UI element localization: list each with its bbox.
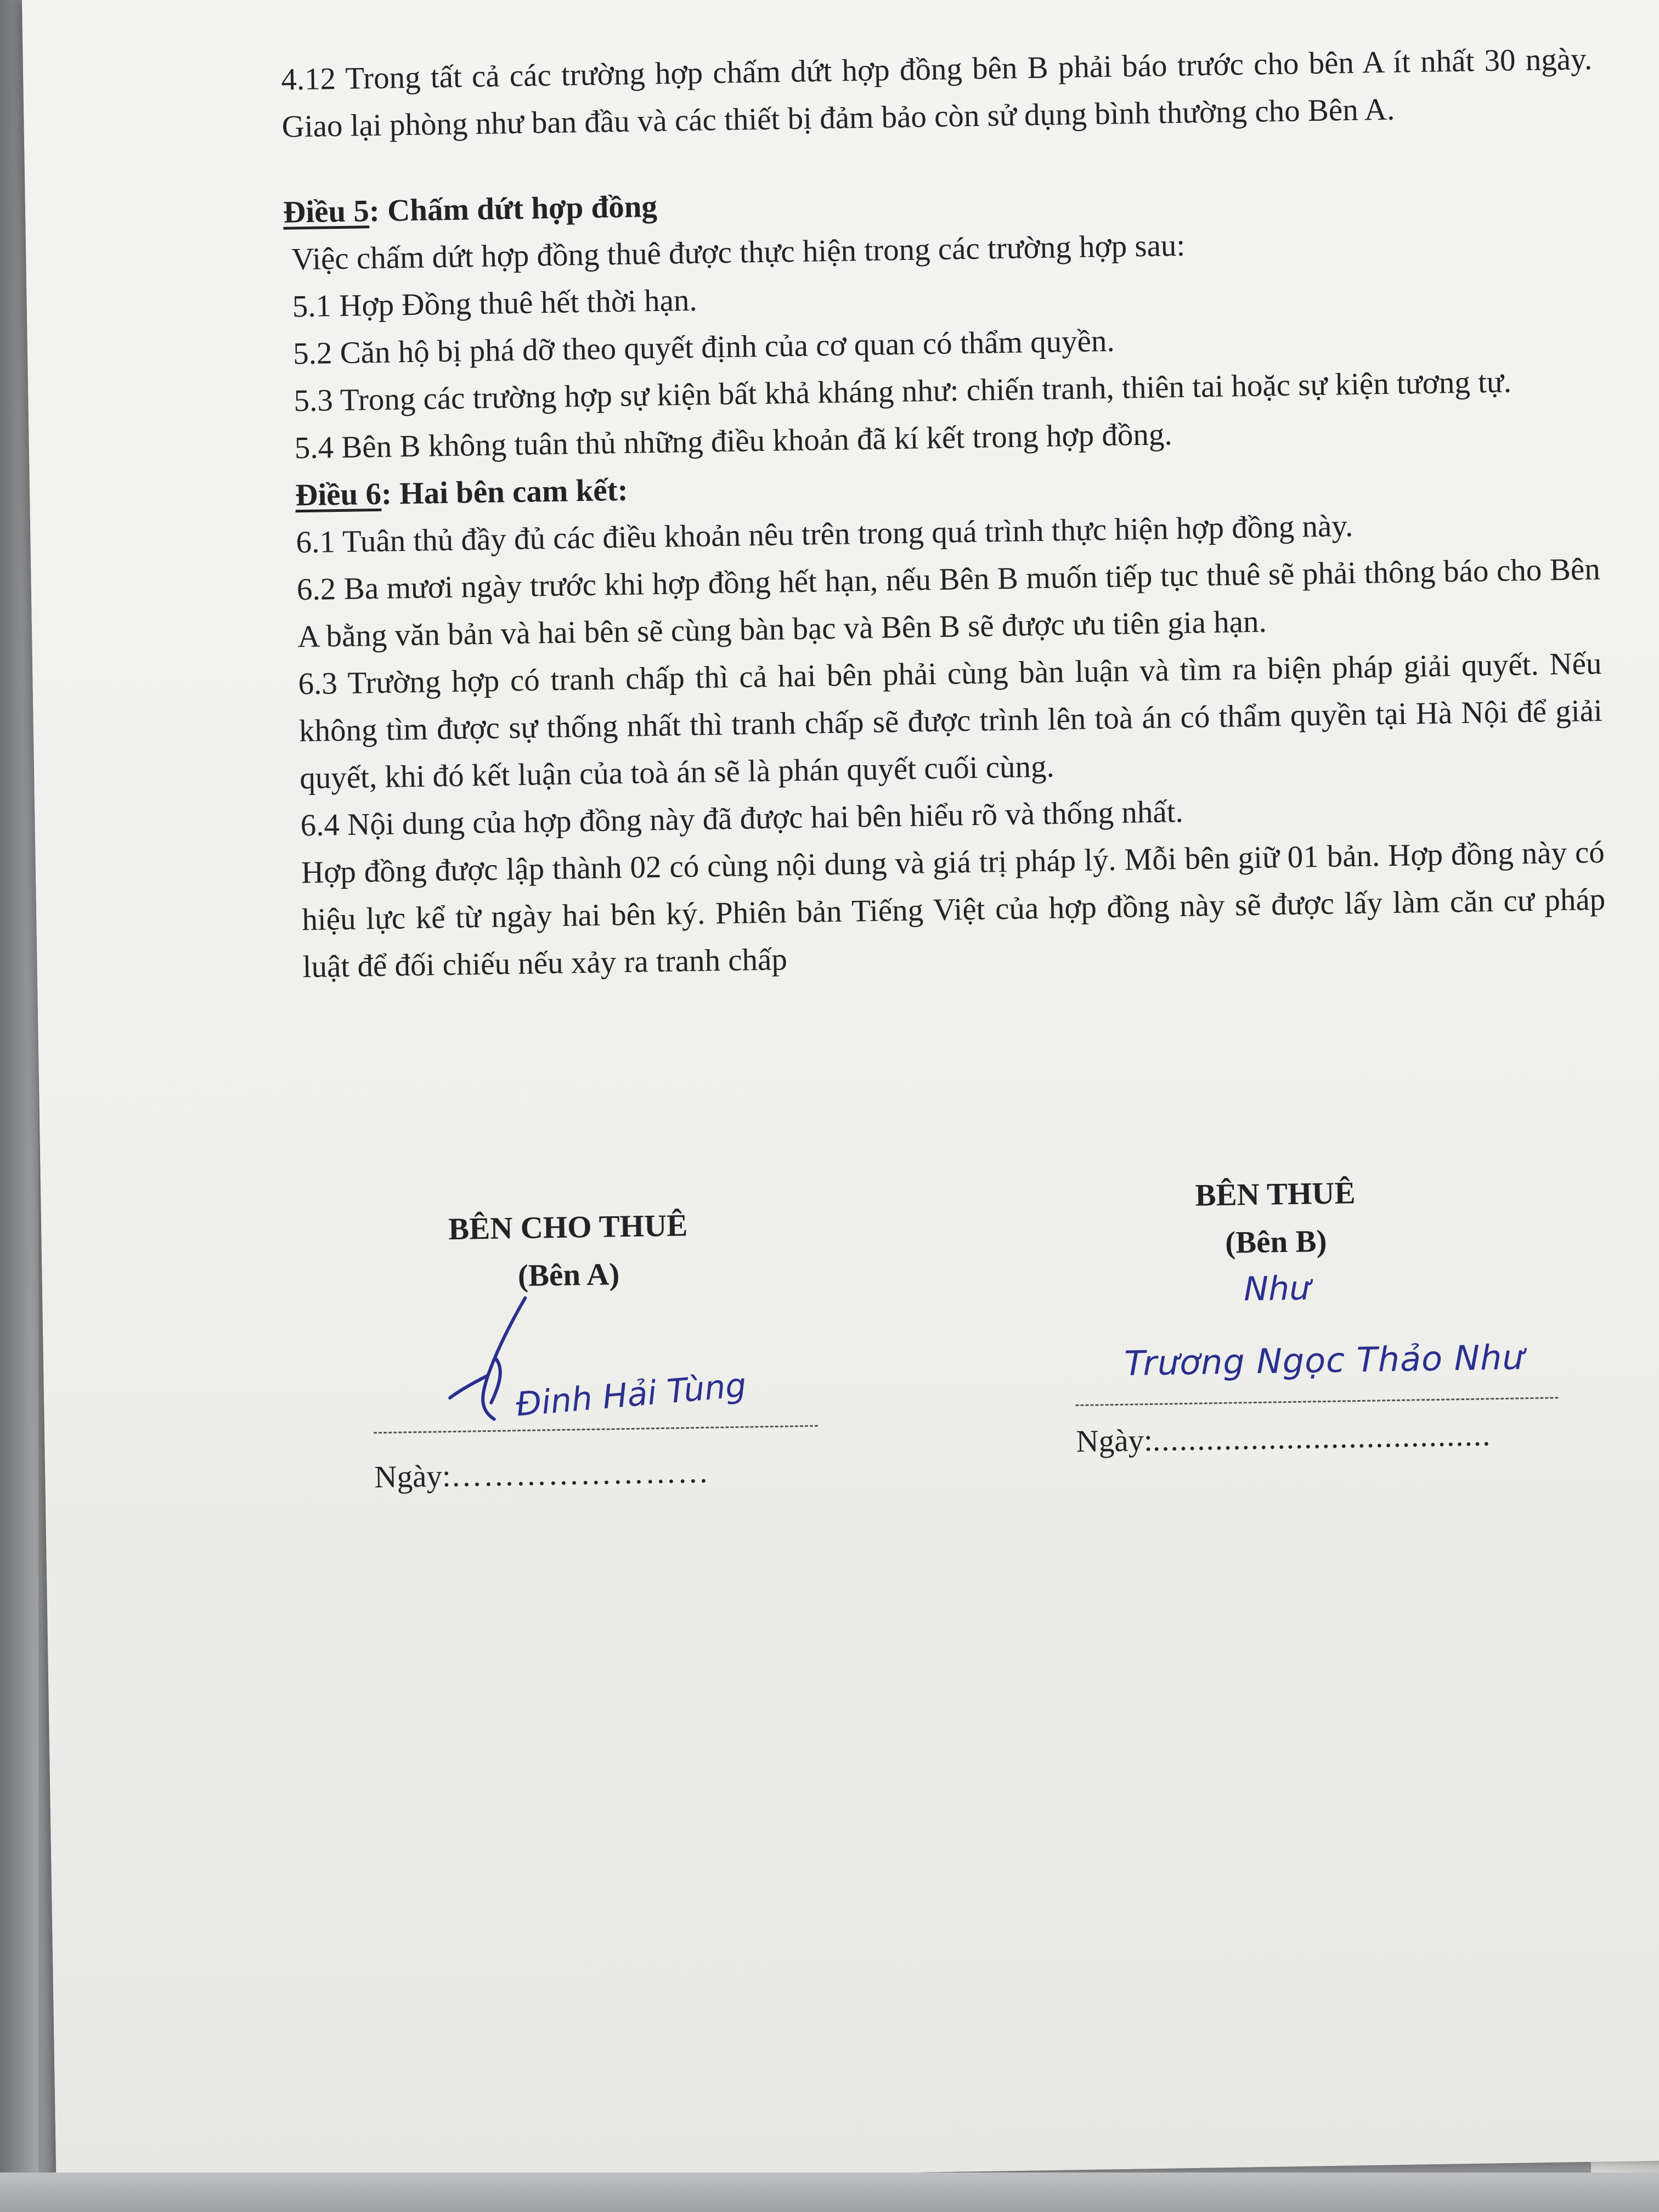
clause-5-4: 5.4 Bên B không tuân thủ những điều khoản đã kí kết trong hợp đồng. (294, 417, 1173, 466)
party-a-date-label: Ngày: (374, 1459, 452, 1495)
article-5-intro: Việc chấm dứt hợp đồng thuê được thực hiện trong các trường hợp sau: (291, 228, 1186, 277)
party-b-title: BÊN THUÊ (1195, 1176, 1356, 1213)
party-a-date (374, 1454, 710, 1496)
party-a-date-dots: …………………… (450, 1454, 710, 1494)
clause-5-2: 5.2 Căn hộ bị phá dỡ theo quyết định của cơ quan có thẩm quyền. (292, 323, 1115, 371)
party-b-sub: (Bên B) (1224, 1223, 1327, 1260)
party-a-signature-line (374, 1425, 818, 1434)
party-b-signature: Trương Ngọc Thảo Như (1124, 1337, 1525, 1384)
party-a-sub: (Bên A) (517, 1257, 620, 1294)
article-5-label: Điều 5 (283, 194, 370, 230)
clause-6-2: 6.2 Ba mươi ngày trước khi hợp đồng hết hạn, nếu Bên B muốn tiếp tục thuê sẽ phải thông báo cho Bên A bằng văn bản và hai bên sẽ cùng bàn bạc và Bên B sẽ được ưu tiên gia hạn. (296, 551, 1601, 654)
article-6-title: : Hai bên cam kết: (381, 472, 629, 511)
party-b-date (1076, 1417, 1492, 1459)
party-a-signature: Đinh Hải Tùng (514, 1366, 748, 1424)
party-b-date-label: Ngày: (1076, 1423, 1153, 1459)
party-a-block (425, 1207, 712, 1295)
contract-text (281, 36, 1606, 991)
document-page (22, 0, 1659, 2186)
party-a-title: BÊN CHO THUÊ (448, 1208, 688, 1247)
article-5-title: : Chấm dứt hợp đồng (369, 189, 658, 229)
party-b-date-dots: ...................................... (1152, 1418, 1492, 1458)
party-b-signature-line (1075, 1397, 1558, 1406)
party-b-block (1132, 1174, 1419, 1262)
desk-bottom (0, 2172, 1659, 2212)
clause-6-1: 6.1 Tuân thủ đầy đủ các điều khoản nêu trên trong quá trình thực hiện hợp đồng này. (296, 509, 1353, 560)
clause-4-12: 4.12 Trong tất cả các trường hợp chấm dứt hợp đồng bên B phải báo trước cho bên A ít nhất 30 ngày. Giao lại phòng như ban đầu và các thiết bị đảm bảo còn sử dụng bình thường cho Bên A. (280, 42, 1593, 144)
closing-paragraph: Hợp đồng được lập thành 02 có cùng nội dung và giá trị pháp lý. Mỗi bên giữ 01 bản. Hợp đồng này có hiệu lực kể từ ngày hai bên ký. Phiên bản Tiếng Việt của hợp đồng này sẽ được lấy làm căn cư pháp luật để đối chiếu nếu xảy ra tranh chấp (301, 834, 1606, 985)
clause-6-4: 6.4 Nội dung của hợp đồng này đã được hai bên hiểu rõ và thống nhất. (300, 794, 1184, 843)
clause-5-3: 5.3 Trong các trường hợp sự kiện bất khả kháng như: chiến tranh, thiên tai hoặc sự kiện tương tự. (294, 364, 1512, 419)
article-6-label: Điều 6 (295, 476, 382, 513)
party-b-signature-short: Như (1243, 1269, 1311, 1309)
signature-section (298, 1171, 1616, 1576)
clause-6-3: 6.3 Trường hợp có tranh chấp thì cả hai bên phải cùng bàn luận và tìm ra biện pháp giải quyết. Nếu không tìm được sự thống nhất thì tranh chấp sẽ được trình lên toà án có thẩm quyền tại Hà Nội để giải quyết, khi đó kết luận của toà án sẽ là phán quyết cuối cùng. (298, 646, 1603, 796)
clause-5-1: 5.1 Hợp Đồng thuê hết thời hạn. (292, 283, 698, 324)
